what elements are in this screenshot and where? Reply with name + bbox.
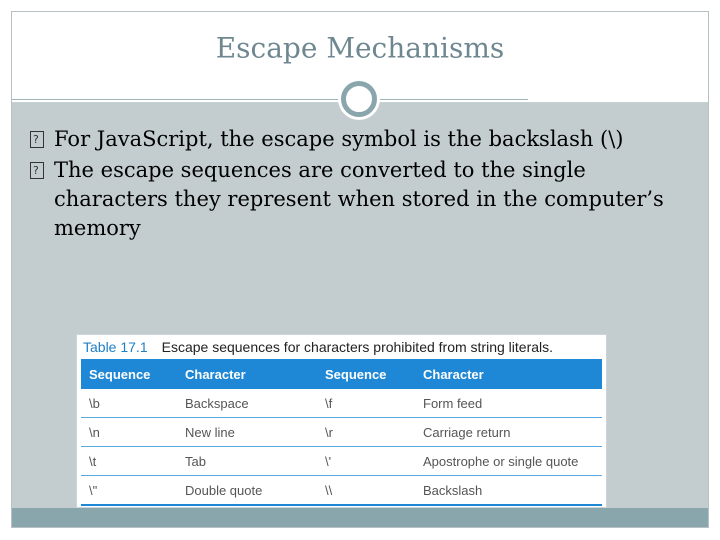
table-cell: Tab xyxy=(185,453,206,469)
title-divider xyxy=(12,99,528,100)
table-header-cell: Character xyxy=(423,366,484,382)
table-cell: \n xyxy=(89,424,100,440)
table-row xyxy=(81,418,602,447)
table-cell: Apostrophe or single quote xyxy=(423,453,579,469)
table-header-cell: Sequence xyxy=(89,366,151,382)
table-cell: \t xyxy=(89,453,97,469)
table-header-cell: Character xyxy=(185,366,246,382)
table-cell: Backslash xyxy=(423,482,483,498)
table-cell: Carriage return xyxy=(423,424,511,440)
table-cell: \" xyxy=(89,482,98,498)
table-cell: New line xyxy=(185,424,235,440)
bullet-text: For JavaScript, the escape symbol is the backslash (\) xyxy=(54,127,624,151)
table-cell: Backspace xyxy=(185,395,249,411)
table-caption-text: Escape sequences for characters prohibited from string literals. xyxy=(161,339,554,355)
escape-sequence-table-figure xyxy=(76,334,607,508)
table-cell: Double quote xyxy=(185,482,263,498)
footer-bar xyxy=(12,508,708,527)
ring-ornament-icon xyxy=(341,81,377,117)
bullet-marker-icon xyxy=(30,131,44,148)
bullet-item xyxy=(30,156,680,243)
table-header-cell: Sequence xyxy=(325,366,387,382)
table-cell: \r xyxy=(325,424,333,440)
table-row xyxy=(81,389,602,418)
bullet-list xyxy=(30,125,680,245)
slide-title: Escape Mechanisms xyxy=(215,31,505,65)
table-row xyxy=(81,447,602,476)
table-caption xyxy=(83,339,553,355)
table-cell: \\ xyxy=(325,482,333,498)
table-row xyxy=(81,476,602,506)
table-cell: Form feed xyxy=(423,395,483,411)
escape-sequence-table xyxy=(81,359,602,506)
bullet-text: The escape sequences are converted to the single characters they represent when stored in the computer’s memory xyxy=(54,158,664,240)
table-cell: \' xyxy=(325,453,332,469)
table-cell: \b xyxy=(89,395,100,411)
bullet-marker-icon xyxy=(30,162,44,179)
table-header-row xyxy=(81,359,602,389)
table-cell: \f xyxy=(325,395,333,411)
bullet-item xyxy=(30,125,680,154)
table-number: Table 17.1 xyxy=(83,339,148,355)
